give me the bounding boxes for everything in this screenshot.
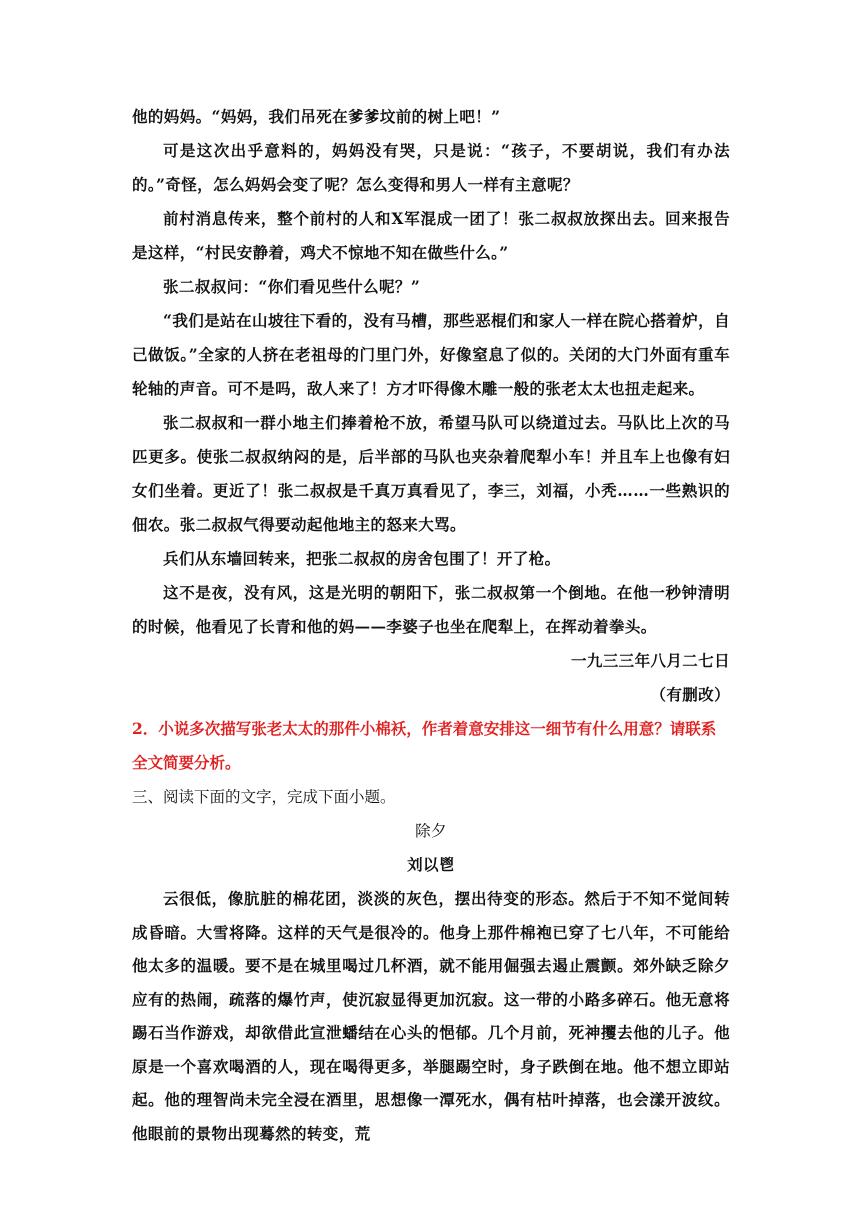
story1-paragraph: 张二叔叔问：“你们看见些什么呢？” bbox=[163, 277, 421, 296]
section-heading: 三、阅读下面的文字，完成下面小题。 bbox=[132, 788, 396, 806]
question-2: 2．小说多次描写张老太太的那件小棉袄，作者着意安排这一细节有什么用意？请联系全文简要分析。 bbox=[132, 719, 717, 772]
story1-paragraph: “我们是站在山坡往下看的，没有马槽，那些恶棍们和家人一样在院心搭着炉，自己做饭。”全家的人挤在老祖母的门里门外，好像窒息了似的。关闭的大门外面有重车轮轴的声音。可不是吗，敌人来了！方才吓得像木雕一般的张老太太也扭走起来。 bbox=[132, 311, 730, 398]
document-page bbox=[132, 100, 730, 1150]
story1-paragraph: 前村消息传来，整个前村的人和X军混成一团了！张二叔叔放探出去。回来报告是这样，“村民安静着，鸡犬不惊地不知在做些什么。” bbox=[132, 209, 730, 262]
story1-paragraph: 他的妈妈。“妈妈，我们吊死在爹爹坟前的树上吧！” bbox=[132, 107, 501, 126]
story2-paragraph: 云很低，像肮脏的棉花团，淡淡的灰色，摆出待变的形态。然后于不知不觉间转成昏暗。大雪将降。这样的天气是很冷的。他身上那件棉袍已穿了七八年，不可能给他太多的温暖。要不是在城里喝过几杯酒，就不能用倔强去遏止震颤。郊外缺乏除夕应有的热闹，疏落的爆竹声，使沉寂显得更加沉寂。这一带的小路多碎石。他无意将踢石当作游戏，却欲借此宣泄蟠结在心头的悒郁。几个月前，死神攫去他的儿子。他原是一个喜欢喝酒的人，现在喝得更多，举腿踢空时，身子跌倒在地。他不想立即站起。他的理智尚未完全浸在酒里，思想像一潭死水，偶有枯叶掉落，也会漾开波纹。他眼前的景物出现蓦然的转变，荒 bbox=[132, 889, 730, 1143]
story2-title: 除夕 bbox=[415, 822, 447, 840]
story1-paragraph: 张二叔叔和一群小地主们捧着枪不放，希望马队可以绕道过去。马队比上次的马匹更多。使张二叔叔纳闷的是，后半部的马队也夹杂着爬犁小车！并且车上也像有妇女们坐着。更近了！张二叔叔是千真万真看见了，李三，刘福，小秃……一些熟识的佃农。张二叔叔气得要动起他地主的怒来大骂。 bbox=[132, 413, 730, 534]
story1-note: （有删改） bbox=[650, 685, 730, 704]
story1-paragraph: 这不是夜，没有风，这是光明的朝阳下，张二叔叔第一个倒地。在他一秒钟清明的时候，他看见了长青和他的妈——李婆子也坐在爬犁上，在挥动着拳头。 bbox=[132, 583, 730, 636]
story2-author: 刘以鬯 bbox=[407, 855, 455, 874]
story1-date: 一九三三年八月二七日 bbox=[570, 651, 730, 670]
story1-paragraph: 兵们从东墙回转来，把张二叔叔的房舍包围了！开了枪。 bbox=[163, 549, 561, 568]
story2-body bbox=[132, 882, 730, 1150]
story1-paragraph: 可是这次出乎意料的，妈妈没有哭，只是说：“孩子，不要胡说，我们有办法的。”奇怪，怎么妈妈会变了呢？怎么变得和男人一样有主意呢？ bbox=[132, 141, 730, 194]
